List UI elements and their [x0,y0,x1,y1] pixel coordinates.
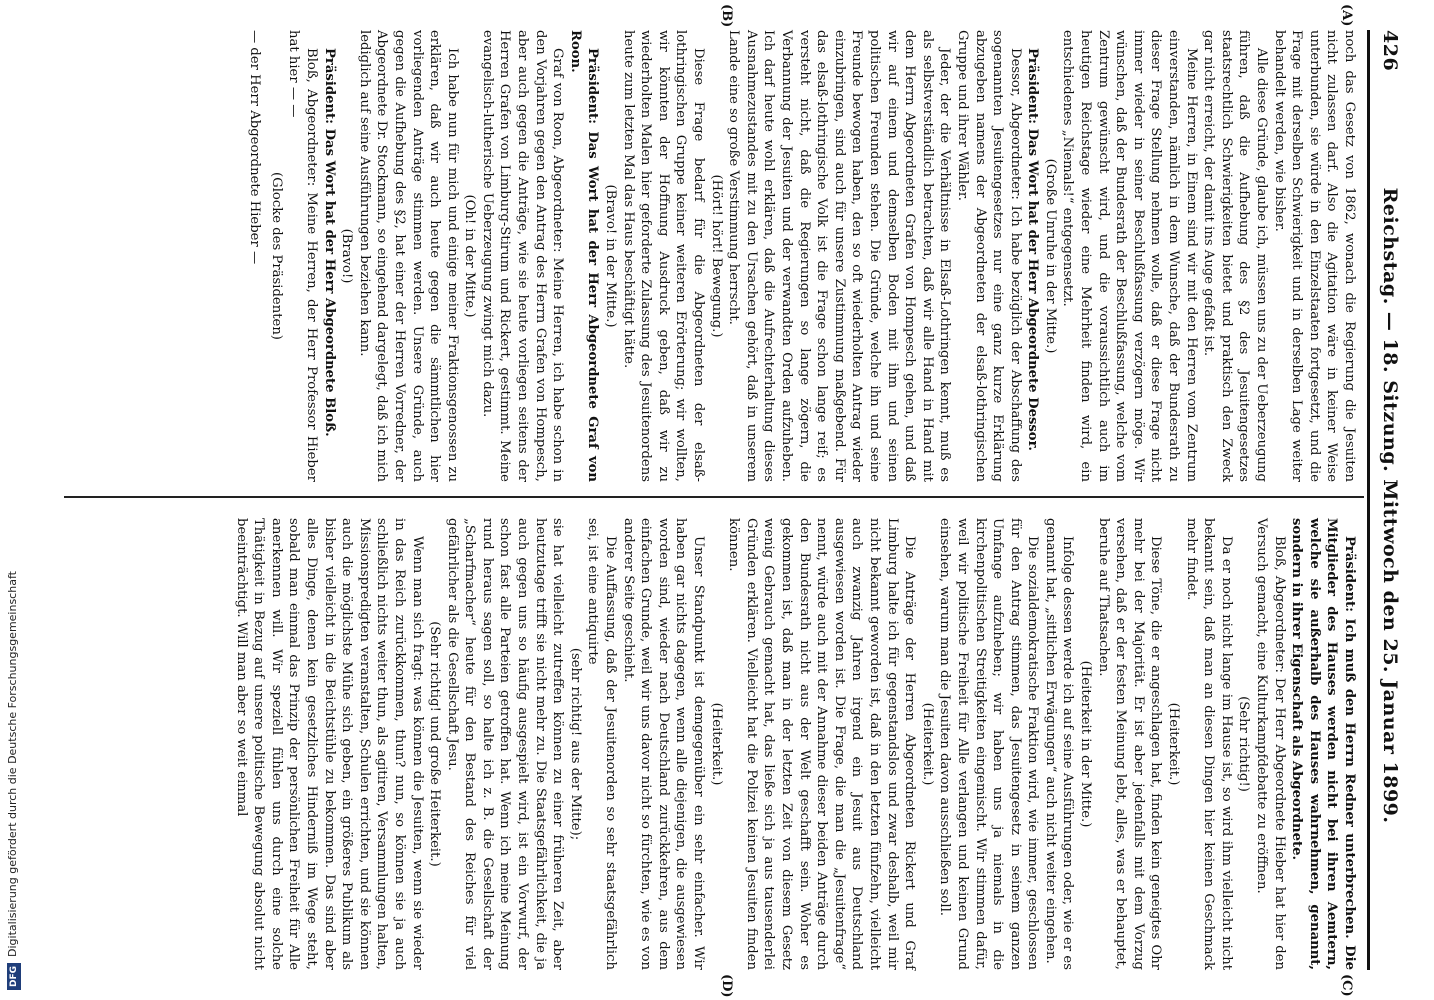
interjection: (sehr richtig! aus der Mitte); [567,647,583,841]
paragraph: noch das Gesetz von 1862, wonach die Regierung die Jesuiten nicht zulassen darf. Also die Agitation wäre in keiner Weise unterbunden, sie würde in den Einzelstaaten fortgesetzt, und die Frage mit derselben Schwierigkeit und in derselben Lage weiter behandelt werden, wie bisher. [1271,30,1357,482]
interjection: (Sehr richtig! und große Heiterkeit.) [427,621,443,867]
right-column [232,518,1358,970]
page-number: 426 [1379,30,1401,72]
paragraph: Diese Töne, die er angeschlagen hat, finden kein geneigtes Ohr mehr bei der Majorität. Er ist aber jedenfalls mit dem Vorzug versehen, daß er der festen Meinung lebt, alles, was er behauptet, beruhe auf Thatsachen. [1095,518,1164,970]
paragraph: Die Auffassung, daß der Jesuitenorden so sehr staatsgefährlich sei, ist eine antiquirte [585,518,619,970]
paragraph: Wenn man sich fragt: was können die Jesuiten, wenn sie wieder in das Reich zurückkommen, thun? nun, so können sie ja auch schließlich nichts weiter thun, als agitiren, Versammlungen halten, Missionspredigten veranstalten, Schulen errichten, und sie können auch die möglichste Mühe sich geben, ein größeres Publikum als bisher vielleicht in die Beichtstühle zu bekommen. Das sind aber alles Dinge, denen kein gesetzliches Hinderniß im Wege steht, sobald man einmal das Prinzip der persönlichen Freiheit für Alle anerkennen will. Wir speziell fühlen uns durch eine solche Thätigkeit in Bezug auf unsere politische Bewegung absolut nicht beeinträchtigt. Will man aber so weit einmal [233,518,425,970]
paragraph: Bloß, Abgeordneter: Der Herr Abgeordnete Hieber hat hier den Versuch gemacht, eine Kulturkampfdebatte zu eröffnen. [1254,518,1287,970]
footer-credit-text: Digitalisierung gefördert durch die Deutsche Forschungsgemeinschaft [6,571,19,957]
margin-marker-b: (B) [719,4,734,28]
speaker-line: Präsident: Das Wort hat der Herr Abgeordnete Dessor. [1025,48,1041,451]
margin-marker-a: (A) [1339,4,1354,27]
paragraph: Meine Herren, in Einem sind wir mit den Herren vom Zentrum einverstanden, nämlich in dem Wunsche, daß der Bundesrath zu dieser Frage Stellung nehmen wolle, daß er diese Frage nicht immer wieder in seiner Beschlußfassung verzögern möge. Wir wünschen, daß der Bundesrath der Beschlußfassung, welche vom Zentrum gewünscht wird, und die voraussichtlich auch im heutigen Reichstage wieder eine Mehrheit finden wird, ein entschiedenes „Niemals!“ entgegensetzt. [1060,30,1199,482]
interjection: (Bravo!) [339,228,355,284]
paragraph: Alle diese Gründe, glaube ich, müssen uns zu der Ueberzeugung führen, daß die Aufhebung des §2 des Jesuitengesetzes staatsrechtlich Schwierigkeiten bietet und praktisch den Zweck gar nicht erreicht, der damit ins Auge gefaßt ist. [1201,30,1270,482]
paragraph: Dessor, Abgeordneter: Ich habe bezüglich der Abschaffung des sogenannten Jesuitengesetzes nur eine ganz kurze Erklärung abzugeben namens der Abgeordneten der elsaß-lothringischen Gruppe und ihrer Wähler. [954,30,1023,482]
paragraph: Bloß, Abgeordneter: Meine Herren, der Herr Professor Hieber hat hier — — [286,30,319,482]
speaker-line: Präsident: Das Wort hat der Herr Abgeordnete Graf von Roon. [567,30,601,482]
interjection: (Heiterkeit.) [1166,702,1182,786]
speaker-line: Präsident: Ich muß den Herrn Redner unterbrechen. Die Mitglieder des Hauses werden nicht bei ihren Aemtern, welche sie außerhalb des Hauses wahrnehmen, genannt, sondern in ihrer Eigenschaft als Abgeordnete. [1289,518,1357,970]
interjection: (Heiterkeit.) [708,702,724,786]
interjection: (Große Unruhe in der Mitte.) [1042,158,1058,354]
paragraph: Die Anträge der Herren Abgeordneten Rickert und Graf Limburg halte ich für gegenstandslos und zwar deshalb, weil mir nicht bekannt geworden ist, daß in den letzten fünfzehn, vielleicht auch zwanzig Jahren irgend ein Jesuit aus Deutschland ausgewiesen worden ist. Die Frage, die man die „Jesuitenfrage“ nennt, würde auch mit der Annahme dieser beiden Anträge durch den Bundesrath nicht aus der Welt geschafft sein. Woher es gekommen ist, daß man in der letzten Zeit von diesem Gesetz wenig Gebrauch gemacht hat, das ließe sich ja aus tausenderlei Gründen erklären. Vielleicht hat die Polizei keinen Jesuiten finden können. [726,518,918,970]
left-column [246,30,1358,482]
paragraph: Unser Standpunkt ist demgegenüber ein sehr einfacher. Wir haben gar nichts dagegen, wenn alle diejenigen, die ausgewiesen worden sind, wieder nach Deutschland zurückkehren, aus dem einfachen Grunde, weil wir uns davor nicht so fürchten, wie es von anderer Seite geschieht. [620,518,707,970]
speaker-line: Präsident: Das Wort hat der Herr Abgeordnete Bloß. [321,48,337,437]
paragraph: sie hat vielleicht zutreffen können zu einer früheren Zeit, aber heutzutage trifft sie nicht mehr zu. Die Staatsgefährlichkeit, die ja auch gegen uns so häufig ausgespielt wird, ist ein Vorwurf, der schon fast alle Parteien getroffen hat. Wenn ich meine Meinung rund heraus sagen soll, so halte ich z. B. die Gesellschaft der „Scharfmacher“ heute für den Bestand des Reiches für viel gefährlicher als die Gesellschaft Jesu. [444,518,566,970]
footer-strip [3,0,23,1000]
paragraph: Ich habe nun für mich und einige meiner Fraktionsgenossen zu erklären, daß wir auch heute gegen die sämmtlichen hier vorliegenden Anträge stimmen werden. Unsere Gründe, auch gegen die Aufhebung des §2, hat einer der Herren Vorredner, der Abgeordnete Dr. Stockmann, so eingehend dargelegt, daß ich mich lediglich auf seine Ausführungen beziehen kann. [356,30,460,482]
paragraph: Infolge dessen werde ich auf seine Ausführungen oder, wie er es genannt hat, „sittlichen Erwägungen“ auch nicht weiter eingehen. [1042,518,1076,970]
interjection: (Heiterkeit in der Mitte.) [1078,660,1094,828]
paragraph: Jeder, der die Verhältnisse in Elsaß-Lothringen kennt, muß es als selbstverständlich betrachten, daß wir alle Hand in Hand mit dem Herrn Abgeordneten Grafen von Hompesch gehen, und daß wir auf einem und demselben Boden mit ihm und seinen politischen Freunden stehen. Die Gründe, welche ihn und seine Freunde bewogen haben, den so oft wiederholten Antrag wieder einzubringen, sind auch für unsere Zustimmung maßgebend. Für das elsaß-lothringische Volk ist die Frage schon lange reif; es versteht nicht, daß die Regierungen so lange zögern, die Verbannung der Jesuiten und der verwandten Orden aufzuheben. Ich darf heute wohl erklären, daß die Aufrechterhaltung dieses Ausnahmezustandes mit zu den Ursachen gehört, daß in unserem Lande eine so große Verstimmung herrscht. [726,30,953,482]
paragraph: Graf von Roon, Abgeordneter: Meine Herren, ich habe schon in den Vorjahren gegen den Antrag des Herrn Grafen von Hompesch, aber auch gegen die Anträge, wie sie heute vorliegen seitens der Herren Grafen von Limburg-Stirum und Rickert, gestimmt. Meine evangelisch-lutherische Ueberzeugung zwingt mich dazu. [479,30,566,482]
dfg-logo: DFG [7,963,21,990]
header-rule [1367,30,1370,970]
interjection: (Bravo! in der Mitte.) [603,184,619,328]
running-title: Reichstag. — 18. Sitzung. Mittwoch den 25. Januar 1899. [1379,187,1401,824]
interjection: (Sehr richtig!) [1236,696,1252,792]
column-divider [64,496,1364,498]
interjection: (Hört! hört! Bewegung.) [708,174,724,338]
interjection: (Heiterkeit.) [919,702,935,786]
interjection: (Oh! in der Mitte.) [462,194,478,318]
interjection: (Glocke des Präsidenten) [268,172,284,340]
margin-marker-d: (D) [719,974,734,998]
paragraph: Diese Frage bedarf für die Abgeordneten der elsaß-lothringischen Gruppe keiner weiteren Erörterung; wir wollten, wir könnten der Hoffnung Ausdruck geben, daß wir zu wiederholten Malen hier geforderte Zulassung des Jesuitenordens heute zum letzten Mal das Haus beschäftigt hätte. [620,30,707,482]
paragraph: — der Herr Abgeordnete Hieber — [247,30,263,265]
margin-marker-c: (C) [1339,974,1354,997]
footer-credit [3,0,23,1000]
paragraph: Da er noch nicht lange im Hause ist, so wird ihm vielleicht nicht bekannt sein, daß man an diesen Dingen hier keinen Geschmack mehr findet. [1183,518,1234,970]
page-header [1372,30,1408,970]
paragraph: Die sozialdemokratische Fraktion wird, wie immer, geschlossen für den Antrag stimmen, das Jesuitengesetz in seinem ganzen Umfange aufzuheben; wir haben uns ja niemals in die kirchenpolitischen Streitigkeiten eingemischt. Wir stimmen dafür, weil wir politische Freiheit für Alle verlangen und keinen Grund einsehen, warum man die Jesuiten davon ausschließen soll. [937,518,1041,970]
